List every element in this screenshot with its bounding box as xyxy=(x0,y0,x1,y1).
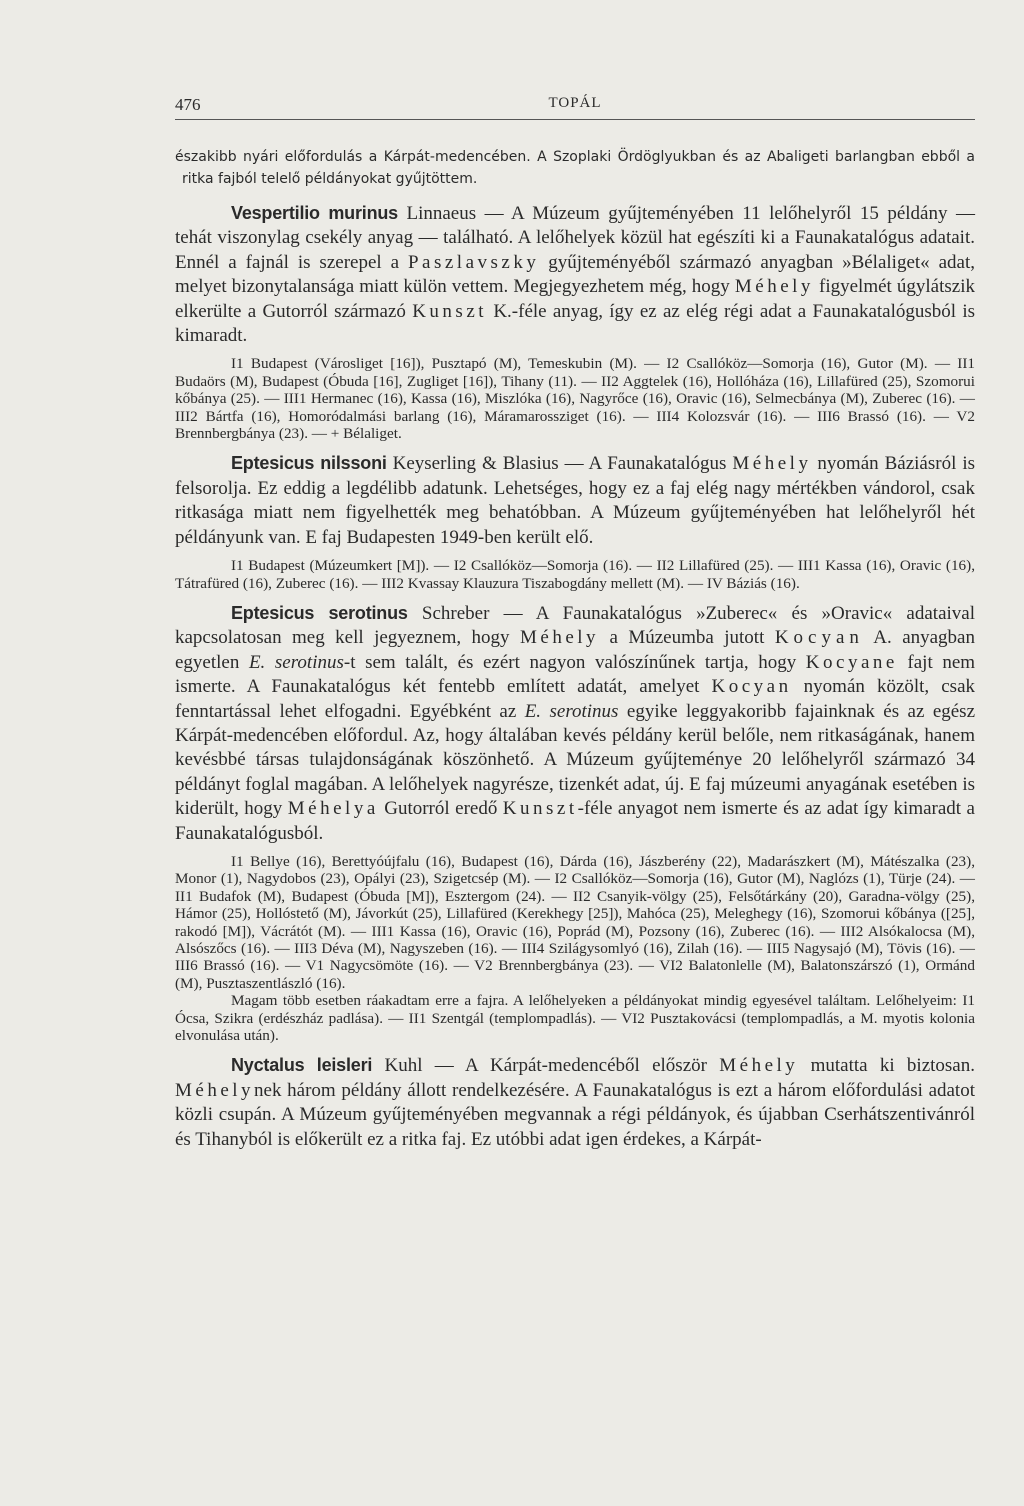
paragraph-text: Schreber — A Faunakatalógus »Zuberec« és »Oravic« adataival kapcsolatosan meg kell jegyeznem, hogy xyxy=(175,602,975,649)
species-name: Nyctalus leisleri xyxy=(231,1055,373,1076)
locality-list: I1 Budapest (Városliget [16]), Pusztapó (M), Temeskubin (M). — I2 Csallóköz—Somorja (16), Gutor (M). — II1 Budaörs (M), Budapest (Óbuda [16], Zugliget [16]), Tihany (11). — II2 Aggtelek (16), Hollóháza (16), Lillafüred (25), Szomorui kőbánya (25). — III1 Hermanec (16), Kassa (16), Miszlóka (16), Nagyrőce (16), Oravic (16), Selmecbánya (M), Zuberec (16). — III2 Bártfa (16), Homoródalmási barlang (16), Máramarossziget (16). — III4 Kolozsvár (16). — III6 Brassó (16). — V2 Brennbergbánya (23). — + Bélaliget. xyxy=(175,355,975,443)
paragraph-text: nek három példány állott rendelkezésére. A Faunakatalógus is ezt a három előfordulási adatot közli csupán. A Múzeum gyűjteményében megvannak a régi példányok, és újabban Cserhátszentivánról és Tihanyból is előkerült ez a ritka faj. Ez utóbbi adat igen érdekes, a Kárpát- xyxy=(175,1079,975,1150)
paragraph-text: -féle anyagot nem ismerte és az adat így kimaradt a Faunakatalógusból. xyxy=(175,798,975,844)
species-italic: E. serotinus xyxy=(524,700,619,722)
paragraph-text: Kuhl — A Kárpát-medencéből először xyxy=(372,1055,720,1077)
paragraph-text: Linnaeus — A Múzeum gyűjteményében 11 lelőhelyről 15 példány — tehát viszonylag csekély anyag — található. A lelőhelyek közül hat egészíti ki a Faunakatalógus adatait. Ennél a fajnál is szerepel a xyxy=(175,203,975,273)
running-title: TOPÁL xyxy=(548,95,602,111)
paragraph-text: egyike leggyakoribb fajainknak és az egész Kárpát-medencében előfordul. Az, hogy általában kevés példány kerül belőle, nem ritkaságának, hanem kevésbbé társas tulajdonságának köszönhető. A Múzeum gyűjteménye 20 lelőhelyről származó 34 példányt foglal magában. A lelőhelyek nagyrésze, tizenkét adat, új. E faj múzeumi anyagának esetében is kiderült, hogy xyxy=(175,700,976,820)
author-name: Paszlavszky xyxy=(407,251,540,273)
species-name: Vespertilio murinus xyxy=(231,203,398,223)
page-header xyxy=(175,93,975,120)
author-name: Kunszt xyxy=(502,798,578,820)
species-paragraph-nyctalus-leisleri xyxy=(175,1053,975,1152)
species-italic: E. serotinus xyxy=(248,651,344,673)
author-name: Méhely xyxy=(520,627,600,649)
species-paragraph-eptesicus-serotinus xyxy=(175,601,975,846)
paragraph-text: nyomán közölt, csak fenntartással lehet elfogadni. Egyébként az xyxy=(175,676,976,722)
locality-list: I1 Bellye (16), Berettyóújfalu (16), Budapest (16), Dárda (16), Jászberény (22), Madarászkert (M), Mátészalka (23), Monor (1), Nagydobos (23), Opályi (23), Szigetcsép (M). — I2 Csallóköz—Somorja (16), Gutor (M), Naglózs (1), Türje (24). — II1 Budafok (M), Budapest (Óbuda [M]), Esztergom (24). — II2 Csanyik-völgy (25), Felsőtárkány (20), Garadna-völgy (25), Hámor (25), Hollóstető (M), Jávorkút (25), Lillafüred (Kerekhegy [25]), Mahóca (25), Meleghegy (16), Szomorui kőbánya ([25], rakodó [M]), Vácrátót (M). — III1 Kassa (16), Oravic (16), Poprád (M), Pozsony (16), Zuberec (16). — III2 Alsókalocsa (M), Alsószőcs (16). — III3 Déva (M), Nagyszeben (16). — III4 Szilágysomlyó (16), Zilah (16). — III5 Nagysajó (M), Tövis (16). — III6 Brassó (16). — V1 Nagycsömöte (16). — V2 Brennbergbánya (23). — VI2 Balatonlelle (M), Balatonszárszó (1), Ormánd (M), Pusztaszentlászló (16). xyxy=(175,852,975,992)
continuation-paragraph: északibb nyári előfordulás a Kárpát-medencében. A Szoplaki Ördöglyukban és az Abaligeti barlangban ebből a ritka fajból telelő példányokat gyűjtöttem. xyxy=(175,149,975,187)
paragraph-text: fajt nem ismerte. A Faunakatalógus két fentebb említett adatát, amelyet xyxy=(175,651,976,698)
species-name: Eptesicus serotinus xyxy=(231,602,408,623)
paragraph-text: mutatta ki biztosan. xyxy=(798,1055,975,1077)
paragraph-text: A. anyagban egyetlen xyxy=(175,627,975,673)
paragraph-text: Keyserling & Blasius — A Faunakatalógus xyxy=(386,453,733,475)
paragraph-text: gyűjteményéből származó anyagban »Bélaliget« adat, melyet bizonytalansága miatt külön vettem. Megjegyezhetem még, hogy xyxy=(175,251,975,298)
author-name: Méhely xyxy=(719,1055,799,1077)
author-name: Méhelya xyxy=(287,798,379,820)
species-name: Eptesicus nilssoni xyxy=(231,453,387,474)
locality-list: I1 Budapest (Múzeumkert [M]). — I2 Csallóköz—Somorja (16). — II2 Lillafüred (25). — III1 Kassa (16), Oravic (16), Tátrafüred (16), Zuberec (16). — III2 Kvassay Klauzura Tiszabogdány mellett (M). — IV Báziás (16). xyxy=(175,557,975,592)
author-name: Kocyan xyxy=(711,676,792,698)
paragraph-text: K.-féle anyag, így ez az elég régi adat a Faunakatalógusból is kimaradt. xyxy=(175,300,975,347)
page-body xyxy=(175,147,975,1152)
paragraph-text: figyelmét úgylátszik elkerülte a Gutorról származó xyxy=(175,276,976,322)
paragraph-text: nyomán Báziásról is felsorolja. Ez eddig a legdélibb adatunk. Lehetséges, hogy ez a faj elég nagy mértékben vándorol, csak ritkasága miatt nem figyelhették meg behatóbban. A Múzeum gyűjteményében hat lelőhelyről hét példányunk van. E faj Budapesten 1949-ben került elő. xyxy=(175,453,975,548)
species-paragraph-vespertilio-murinus xyxy=(175,201,975,348)
species-paragraph-eptesicus-nilssoni xyxy=(175,451,975,550)
author-name: Méhely xyxy=(734,276,814,298)
author-name: Kunszt xyxy=(412,300,488,322)
paragraph-text: -t sem talált, és ezért nagyon valószínűnek tartja, hogy xyxy=(343,651,806,673)
author-name: Kocyan xyxy=(774,627,864,649)
author-note: Magam több esetben ráakadtam erre a fajra. A lelőhelyeken a példányokat mindig egyesével találtam. Lelőhelyeim: I1 Ócsa, Szikra (erdészház padlása). — II1 Szentgál (templompadlás). — VI2 Pusztakovácsi (templompadlás, a M. myotis kolonia elvonulása után). xyxy=(175,992,975,1045)
paragraph-text: Gutorról eredő xyxy=(378,798,503,820)
paragraph-text: a Múzeumba jutott xyxy=(599,627,775,649)
page-number: 476 xyxy=(175,95,201,114)
author-name: Kocyane xyxy=(805,651,898,673)
author-name: Méhely xyxy=(175,1079,255,1101)
author-name: Méhely xyxy=(732,453,812,475)
